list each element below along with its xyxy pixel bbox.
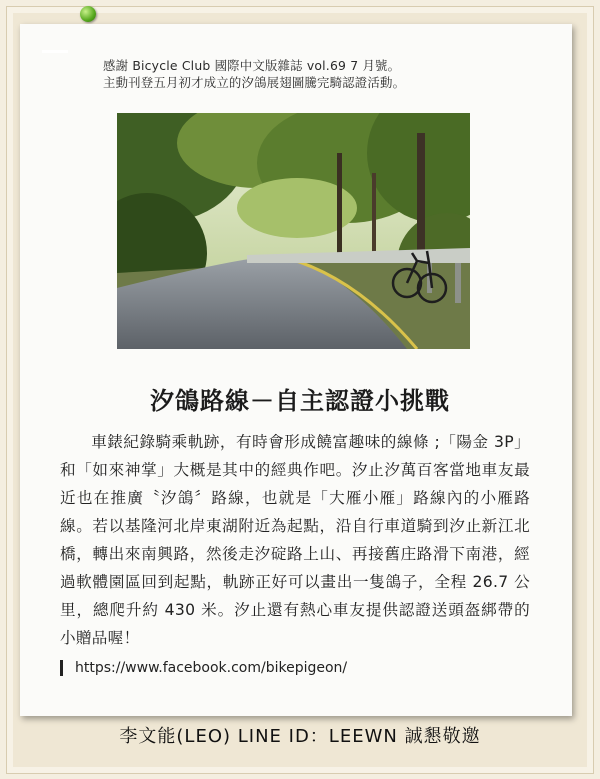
article-title: 汐鴿路線－自主認證小挑戰 (150, 387, 450, 415)
pin-icon (80, 6, 96, 22)
credit-line-1: 感謝 Bicycle Club 國際中文版雜誌 vol.69 7 月號。 (103, 58, 401, 73)
forest-road-with-bicycle-icon (117, 113, 470, 349)
footer-contact: 李文能(LEO) LINE ID：LEEWN 誠懇敬邀 (119, 726, 481, 747)
credit-note (103, 57, 523, 91)
photo-corner-icon (42, 50, 68, 79)
facebook-link-row (60, 660, 347, 676)
article-photo (117, 113, 470, 349)
article-body: 車錶紀錄騎乘軌跡，有時會形成饒富趣味的線條 ;「陽金 3P」和「如來神掌」大概是其中的經典作吧。汐止汐萬百客當地車友最近也在推廣〝汐鴿〞路線，也就是「大雁小雁」路線內的小雁路線。若以基隆河北岸東湖附近為起點，沿自行車道騎到汐止新江北橋，轉出來南興路，然後走汐碇路上山、再接舊庄路滑下南港，經過軟體園區回到起點，軌跡正好可以畫出一隻鴿子，全程 26.7 公里，總爬升約 430 米。汐止還有熱心車友提供認證送頭盔綁帶的小贈品喔！ (60, 433, 530, 647)
link-bar-icon (60, 660, 63, 676)
facebook-link[interactable]: https://www.facebook.com/bikepigeon/ (75, 660, 348, 676)
credit-line-2: 主動刊登五月初才成立的汐鴿展翅圖騰完騎認證活動。 (103, 75, 406, 90)
